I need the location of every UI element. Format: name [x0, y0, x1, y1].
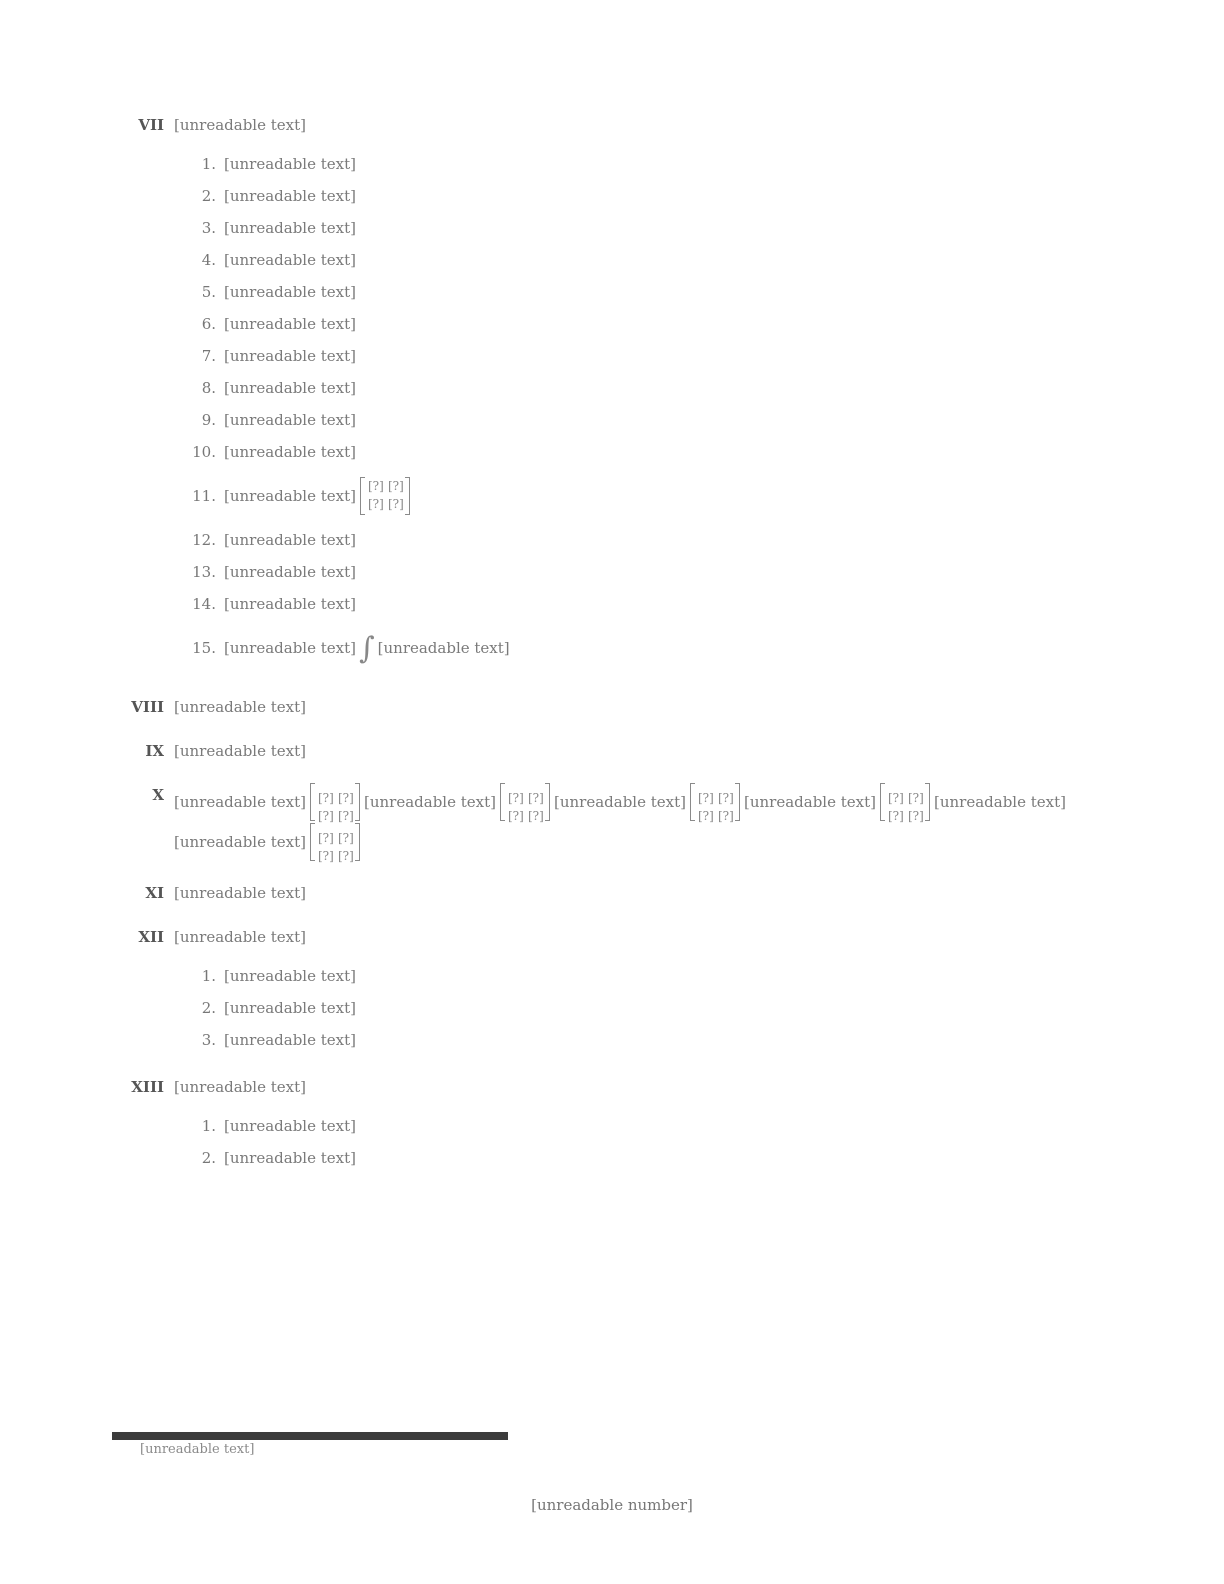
item-number: 13. — [192, 563, 216, 581]
list-item — [174, 404, 1102, 436]
matrix-cell: [?] — [718, 809, 734, 823]
problem-number: VII — [138, 116, 164, 134]
item-text: [unreadable text] — [224, 1031, 356, 1049]
matrix-cell: [?] — [698, 809, 714, 823]
list-item — [174, 276, 1102, 308]
matrix-cell: [?] — [388, 497, 404, 511]
list-item — [174, 148, 1102, 180]
matrix — [500, 782, 550, 822]
problem-body — [174, 112, 1102, 676]
problem-xi — [112, 880, 1102, 906]
matrix — [690, 782, 740, 822]
matrix-cell: [?] — [718, 791, 734, 805]
problem-x — [112, 782, 1102, 862]
problem-statement-line-2 — [174, 822, 1102, 862]
page-number: [unreadable number] — [531, 1496, 693, 1514]
item-text-after: [unreadable text] — [377, 639, 510, 657]
problem-vii — [112, 112, 1102, 676]
problem-statement: [unreadable text] — [174, 698, 306, 716]
matrix-cell: [?] — [698, 791, 714, 805]
statement-part: [unreadable text] — [174, 793, 306, 811]
item-number: 14. — [192, 595, 216, 613]
exercise-list — [174, 1110, 1102, 1174]
list-item — [174, 244, 1102, 276]
matrix-cell: [?] — [318, 831, 334, 845]
problem-statement: [unreadable text] — [174, 116, 306, 134]
matrix-cell: [?] — [368, 479, 384, 493]
item-text: [unreadable text] — [224, 1117, 356, 1135]
matrix-cell: [?] — [368, 497, 384, 511]
right-bracket-icon — [545, 783, 550, 821]
problem-viii — [112, 694, 1102, 720]
matrix-cell: [?] — [908, 809, 924, 823]
item-text: [unreadable text] — [224, 443, 356, 461]
problem-xiii — [112, 1074, 1102, 1174]
item-text: [unreadable text] — [224, 595, 356, 613]
list-item — [174, 308, 1102, 340]
item-number: 10. — [192, 443, 216, 461]
item-text: [unreadable text] — [224, 411, 356, 429]
matrix — [880, 782, 930, 822]
matrix-cell: [?] — [888, 809, 904, 823]
matrix-cell: [?] — [318, 849, 334, 863]
item-text: [unreadable text] — [224, 967, 356, 985]
list-item — [174, 524, 1102, 556]
item-number: 4. — [201, 251, 216, 269]
matrix-cell: [?] — [508, 791, 524, 805]
item-number: 2. — [201, 1149, 216, 1167]
item-text: [unreadable text] — [224, 999, 356, 1017]
item-text: [unreadable text] — [224, 251, 356, 269]
matrix — [310, 782, 360, 822]
item-number: 3. — [201, 219, 216, 237]
matrix-cell: [?] — [528, 791, 544, 805]
statement-part: [unreadable text] — [364, 793, 496, 811]
item-number: 11. — [192, 487, 216, 505]
list-item — [174, 620, 1102, 676]
item-number: 2. — [201, 999, 216, 1017]
statement-part: [unreadable text] — [554, 793, 686, 811]
item-number: 1. — [201, 155, 216, 173]
list-item — [174, 992, 1102, 1024]
right-bracket-icon — [925, 783, 930, 821]
item-number: 1. — [201, 1117, 216, 1135]
problem-statement: [unreadable text] — [174, 884, 306, 902]
list-item — [174, 372, 1102, 404]
list-item — [174, 1024, 1102, 1056]
problem-number: IX — [145, 742, 164, 760]
item-number: 1. — [201, 967, 216, 985]
item-number: 15. — [192, 639, 216, 657]
problem-statement: [unreadable text] — [174, 742, 306, 760]
matrix-cell: [?] — [318, 809, 334, 823]
list-item — [174, 588, 1102, 620]
problem-ix — [112, 738, 1102, 764]
list-item — [174, 436, 1102, 468]
list-item — [174, 212, 1102, 244]
problem-number: XIII — [131, 1078, 164, 1096]
item-number: 5. — [201, 283, 216, 301]
matrix — [310, 822, 360, 862]
integral-sign-icon: ∫ — [359, 630, 375, 666]
item-number: 6. — [201, 315, 216, 333]
matrix-cell: [?] — [908, 791, 924, 805]
item-text: [unreadable text] — [224, 155, 356, 173]
item-text: [unreadable text] — [224, 283, 356, 301]
matrix-cell: [?] — [338, 809, 354, 823]
problem-number: VIII — [131, 698, 164, 716]
matrix-cell: [?] — [508, 809, 524, 823]
problem-body — [174, 782, 1102, 862]
matrix-cell: [?] — [338, 791, 354, 805]
matrix — [360, 476, 410, 516]
matrix-cell: [?] — [388, 479, 404, 493]
problem-number: XII — [138, 928, 164, 946]
problem-number: XI — [145, 884, 164, 902]
list-item — [174, 1110, 1102, 1142]
list-item — [174, 468, 1102, 524]
item-text: [unreadable text] — [224, 315, 356, 333]
item-text: [unreadable text] — [224, 1149, 356, 1167]
list-item — [174, 340, 1102, 372]
item-number: 8. — [201, 379, 216, 397]
item-number: 7. — [201, 347, 216, 365]
list-item — [174, 180, 1102, 212]
exercise-list — [174, 148, 1102, 676]
item-text: [unreadable text] — [224, 347, 356, 365]
matrix-cell: [?] — [528, 809, 544, 823]
exercise-list — [174, 960, 1102, 1056]
item-text: [unreadable text] — [224, 219, 356, 237]
matrix-cell: [?] — [338, 831, 354, 845]
list-item — [174, 960, 1102, 992]
matrix-cell: [?] — [338, 849, 354, 863]
statement-part: [unreadable text] — [934, 793, 1066, 811]
item-text: [unreadable text] — [224, 379, 356, 397]
problem-body — [174, 1074, 1102, 1174]
item-number: 2. — [201, 187, 216, 205]
document-page — [112, 112, 1102, 1192]
right-bracket-icon — [355, 783, 360, 821]
problem-statement: [unreadable text] — [174, 1078, 306, 1096]
problem-body — [174, 880, 1102, 906]
list-item — [174, 1142, 1102, 1174]
problem-body — [174, 738, 1102, 764]
matrix-cell: [?] — [888, 791, 904, 805]
footnote: [unreadable text] — [140, 1442, 255, 1457]
right-bracket-icon — [735, 783, 740, 821]
item-text: [unreadable text] — [224, 563, 356, 581]
problem-number: X — [152, 786, 164, 804]
problem-statement: [unreadable text] — [174, 928, 306, 946]
right-bracket-icon — [405, 477, 410, 515]
statement-part: [unreadable text] — [744, 793, 876, 811]
problem-body — [174, 694, 1102, 720]
problem-statement — [174, 782, 1102, 822]
right-bracket-icon — [355, 823, 360, 861]
item-text: [unreadable text] — [224, 487, 356, 505]
item-text: [unreadable text] — [224, 187, 356, 205]
item-number: 3. — [201, 1031, 216, 1049]
footnote-divider — [112, 1432, 508, 1440]
problem-body — [174, 924, 1102, 1056]
item-text: [unreadable text] — [224, 639, 356, 657]
problem-xii — [112, 924, 1102, 1056]
item-text: [unreadable text] — [224, 531, 356, 549]
item-number: 12. — [192, 531, 216, 549]
item-number: 9. — [201, 411, 216, 429]
list-item — [174, 556, 1102, 588]
statement-part: [unreadable text] — [174, 833, 306, 851]
matrix-cell: [?] — [318, 791, 334, 805]
